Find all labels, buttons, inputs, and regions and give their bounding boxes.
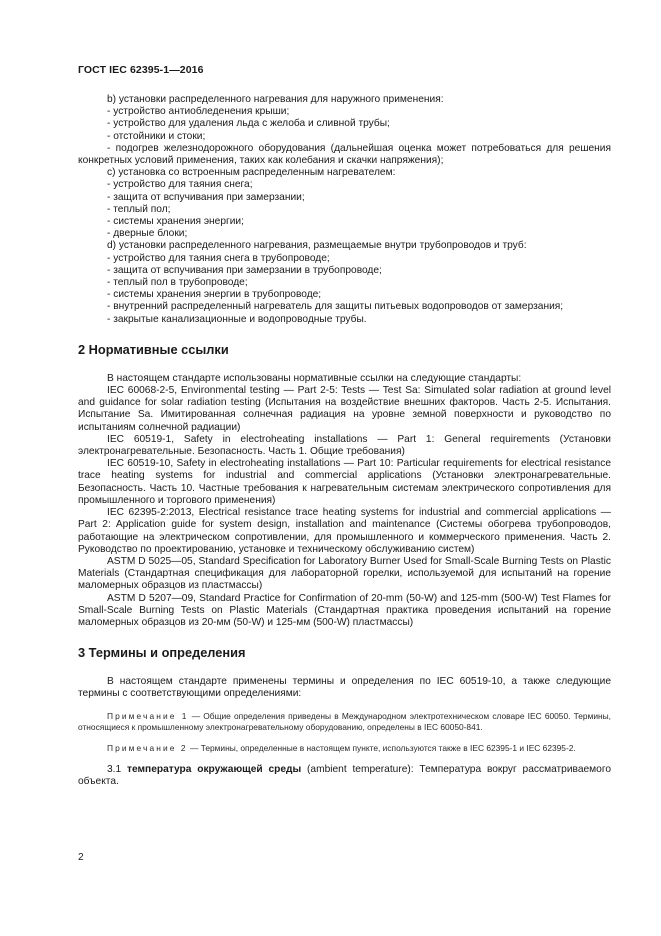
normative-reference: IEC 62395-2:2013, Electrical resistance trace heating systems for industrial and commercial applications — Part 2: Application guide for system design, installation and maintenance (Системы обогрева трубопроводов, работающие на электрическом сопротивлении, для промышленного и коммерческого применения. Часть 2. Руководство по проектированию, установке и техническому обслуживанию систем) (78, 507, 611, 555)
document-body (78, 94, 611, 788)
list-item: - защита от вспучивания при замерзании; (107, 191, 305, 203)
list-item: - системы хранения энергии в трубопроводе; (107, 289, 322, 301)
list-item: - устройство для таяния снега в трубопроводе; (107, 252, 330, 264)
list-item: - устройство антиобледенения крыши; (107, 106, 290, 118)
list-item: - теплый пол в трубопроводе; (107, 277, 248, 289)
list-intro: d) установки распределенного нагревания, размещаемые внутри трубопроводов и труб: (107, 240, 527, 252)
normative-reference: ASTM D 5207—09, Standard Practice for Confirmation of 20-mm (50-W) and 125-mm (500-W) Test Flames for Small-Scale Burning Tests on Plastic Materials (Стандартная практика проведения испытаний на горение маломерных образцов из 20-мм (50-W) и 125-мм (500-W) пластмассы) (78, 592, 611, 628)
normative-reference: IEC 60519-10, Safety in electroheating installations — Part 10: Particular requirements for electrical resistance trace heating systems for industrial and commercial applications (Установки электронагревательные. Безопасность. Часть 10. Частные требования к нагревательным системам электрического сопротивления для промышленного и торгового применения) (78, 458, 611, 506)
normative-reference: IEC 60519-1, Safety in electroheating installations — Part 1: General requirements (Установки электронагревательные. Безопасность. Часть 1. Общие требования) (78, 433, 611, 458)
term-definition (78, 764, 611, 788)
section-intro: В настоящем стандарте применены термины и определения по IEC 60519-10, а также следующие термины с соответствующими определениями: (78, 676, 611, 700)
note-text: — Общие определения приведены в Международном электротехническом словаре IEC 60050. Термины, относящиеся к промышленному электронагревательному оборудованию, определены в IEC 60050-841. (78, 710, 611, 732)
document-header: ГОСТ IEC 62395-1—2016 (78, 64, 204, 76)
list-item: - теплый пол; (107, 203, 171, 215)
list-item: - устройство для удаления льда с желоба и сливной трубы; (107, 118, 390, 130)
spacer (78, 701, 611, 711)
note-1 (78, 711, 611, 733)
list-item: - защита от вспучивания при замерзании в трубопроводе; (107, 264, 382, 276)
list-item: - закрытые канализационные и водопроводные трубы. (107, 313, 367, 325)
page-number: 2 (78, 852, 84, 863)
section-heading: 2 Нормативные ссылки (78, 341, 229, 357)
term-text: (ambient temperature): Температура вокруг рассматриваемого объекта. (78, 763, 611, 787)
list-intro: c) установка со встроенным распределенным нагревателем: (107, 167, 396, 179)
list-item: - устройство для таяния снега; (107, 179, 253, 191)
section-heading: 3 Термины и определения (78, 645, 246, 661)
list-item: - системы хранения энергии; (107, 216, 244, 228)
list-item: - дверные блоки; (107, 228, 188, 240)
section-intro: В настоящем стандарте использованы нормативные ссылки на следующие стандарты: (107, 372, 522, 384)
term-number: 3.1 (107, 763, 127, 775)
note-label: Примечание 2 (107, 742, 188, 753)
list-item: - подогрев железнодорожного оборудования (дальнейшая оценка может потребоваться для решения конкретных условий применения, таких как колебания и скачки напряжения); (78, 142, 611, 167)
note-label: Примечание 1 (107, 710, 189, 721)
spacer (78, 754, 611, 764)
list-intro: b) установки распределенного нагревания для наружного применения: (107, 94, 444, 105)
list-item: - внутренний распределенный нагреватель для защиты питьевых водопроводов от замерзания; (107, 301, 564, 313)
note-text: — Термины, определенные в настоящем пункте, используются также в IEC 62395-1 и IEC 62395-2. (187, 742, 576, 753)
list-item: - отстойники и стоки; (107, 130, 206, 142)
normative-reference: IEC 60068-2-5, Environmental testing — Part 2-5: Tests — Test Sa: Simulated solar radiation at ground level and guidance for solar radiation testing (Испытания на воздействие внешних факторов. Часть 2-5. Испытания. Испытание Sa. Имитированная солнечная радиация на уровне земной поверхности и руководство по испытаниям солнечной радиации) (78, 385, 611, 433)
term-name: температура окружающей среды (126, 763, 302, 775)
note-2 (78, 743, 611, 754)
spacer (78, 733, 611, 743)
normative-reference: ASTM D 5025—05, Standard Specification for Laboratory Burner Used for Small-Scale Burning Tests on Plastic Materials (Стандартная спецификация для лабораторной горелки, используемой для испытаний на горение маломерных образцов из пластмассы) (78, 555, 611, 592)
